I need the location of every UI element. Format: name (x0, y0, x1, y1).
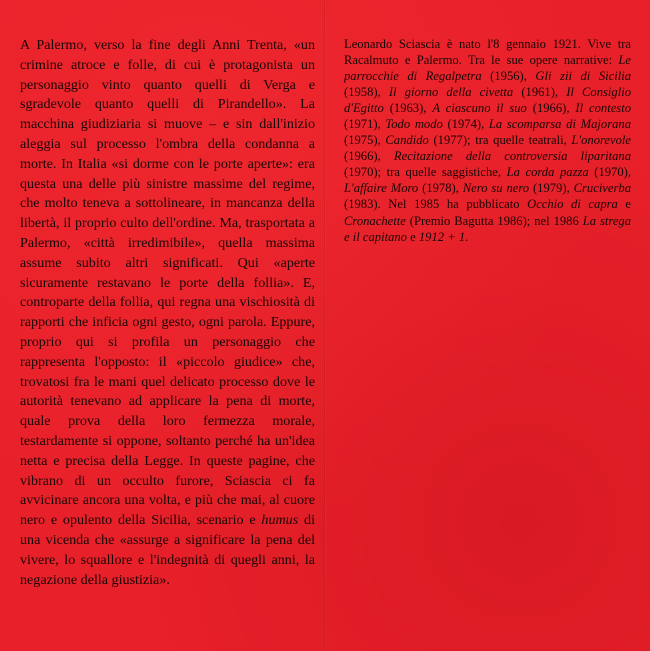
bio-text: (1970), (588, 165, 631, 180)
book-title: Todo modo (385, 117, 443, 132)
bio-text: (1974), (442, 117, 489, 132)
bio-text: (1983). Nel 1985 ha pubblicato (344, 197, 528, 212)
bio-text: (1979), (529, 181, 574, 196)
book-title: L'affaire Moro (344, 181, 419, 196)
book-title: Le parrocchie di Regalpetra (344, 53, 631, 84)
bio-text: (1975), (344, 133, 386, 148)
book-title: Il giorno della civetta (388, 85, 514, 100)
bio-text: (1978), (418, 181, 463, 196)
book-title: La corda pazza (506, 165, 589, 180)
book-title: Cruciverba (573, 181, 631, 196)
book-title: Nero su nero (462, 181, 530, 196)
book-title: Il Consiglio d'Egitto (344, 85, 631, 116)
author-biography-column (344, 36, 631, 245)
book-title: Candido (385, 133, 429, 148)
book-title: Il contesto (575, 101, 632, 116)
biography-paragraph (344, 36, 631, 245)
bio-text: (1958), (344, 85, 389, 100)
synopsis-paragraph (20, 36, 315, 590)
bio-text: e (617, 197, 632, 212)
book-title: La scomparsa di Majorana (488, 117, 631, 132)
page-fold (324, 0, 326, 651)
bio-text: (1977); tra quelle teatrali, (428, 133, 572, 148)
book-title: Cronachette (344, 213, 406, 228)
bio-text: (1971), (344, 117, 386, 132)
bio-text: (1966), (344, 149, 394, 164)
book-title: La strega e il capitano (344, 213, 632, 244)
book-title: Gli zii di Sicilia (535, 69, 631, 84)
book-title: L'onorevole (571, 133, 631, 148)
bio-text: (1963), (383, 101, 433, 116)
synopsis-column (20, 36, 315, 590)
bio-text: e (406, 229, 419, 244)
bio-text: (1961), (513, 85, 567, 100)
bio-text: (1956), (481, 69, 536, 84)
bio-text: Leonardo Sciascia è nato l'8 gennaio 1921. Vive tra Racalmuto e Palermo. Tra le sue opere narrative: (344, 37, 631, 68)
bio-text: (1970); tra quelle saggistiche, (344, 165, 507, 180)
bio-text: (Premio Bagutta 1986); nel 1986 (405, 213, 583, 228)
book-title: 1912 + 1 (418, 229, 466, 244)
book-title: Occhio di capra (527, 197, 618, 212)
book-title: A ciascuno il suo (432, 101, 527, 116)
synopsis-italic-term: humus (261, 512, 299, 529)
book-title: Recitazione della controversia liparitana (393, 149, 631, 164)
bio-text: . (465, 229, 469, 244)
synopsis-text-end: di una vicenda che «assurge a significare la pena del vivere, lo squallore e l'indegnità di quegli anni, la negazione della giustizia». (20, 512, 315, 588)
synopsis-text: A Palermo, verso la fine degli Anni Trenta, «un crimine atroce e folle, di cui è protagonista un personaggio vinto quanto quelli di Verga e sgradevole quanto quelli di Pirandello». La macchina giudiziaria si muove – e sin dall'inizio aleggia sul processo l'ombra della condanna a morte. In Italia «si dorme con le porte aperte»: era questa una delle più sinistre massime del regime, che molto teneva a sottolineare, in mancanza della libertà, il proprio culto dell'ordine. Ma, trasportata a Palermo, «città irredimibile», quella massima assume subito altri significati. Qui «aperte sicuramente restavano le porte della follia». E, controparte della follia, qui regna una vischiosità di rapporti che inficia ogni gesto, ogni parola. Eppure, proprio qui si profila un personaggio che rappresenta l'opposto: il «piccolo giudice» che, trovatosi fra le mani quel delicato processo dove le autorità tenevano ad applicare la pena di morte, quale prova della loro fermezza morale, testardamente si oppone, soltanto perché ha un'idea netta e precisa della Legge. In queste pagine, che vibrano di un occulto furore, Sciascia ci fa avvicinare ancora una volta, e più che mai, al cuore nero e opulento della Sicilia, scenario e (20, 37, 315, 529)
bio-text: (1966), (526, 101, 576, 116)
